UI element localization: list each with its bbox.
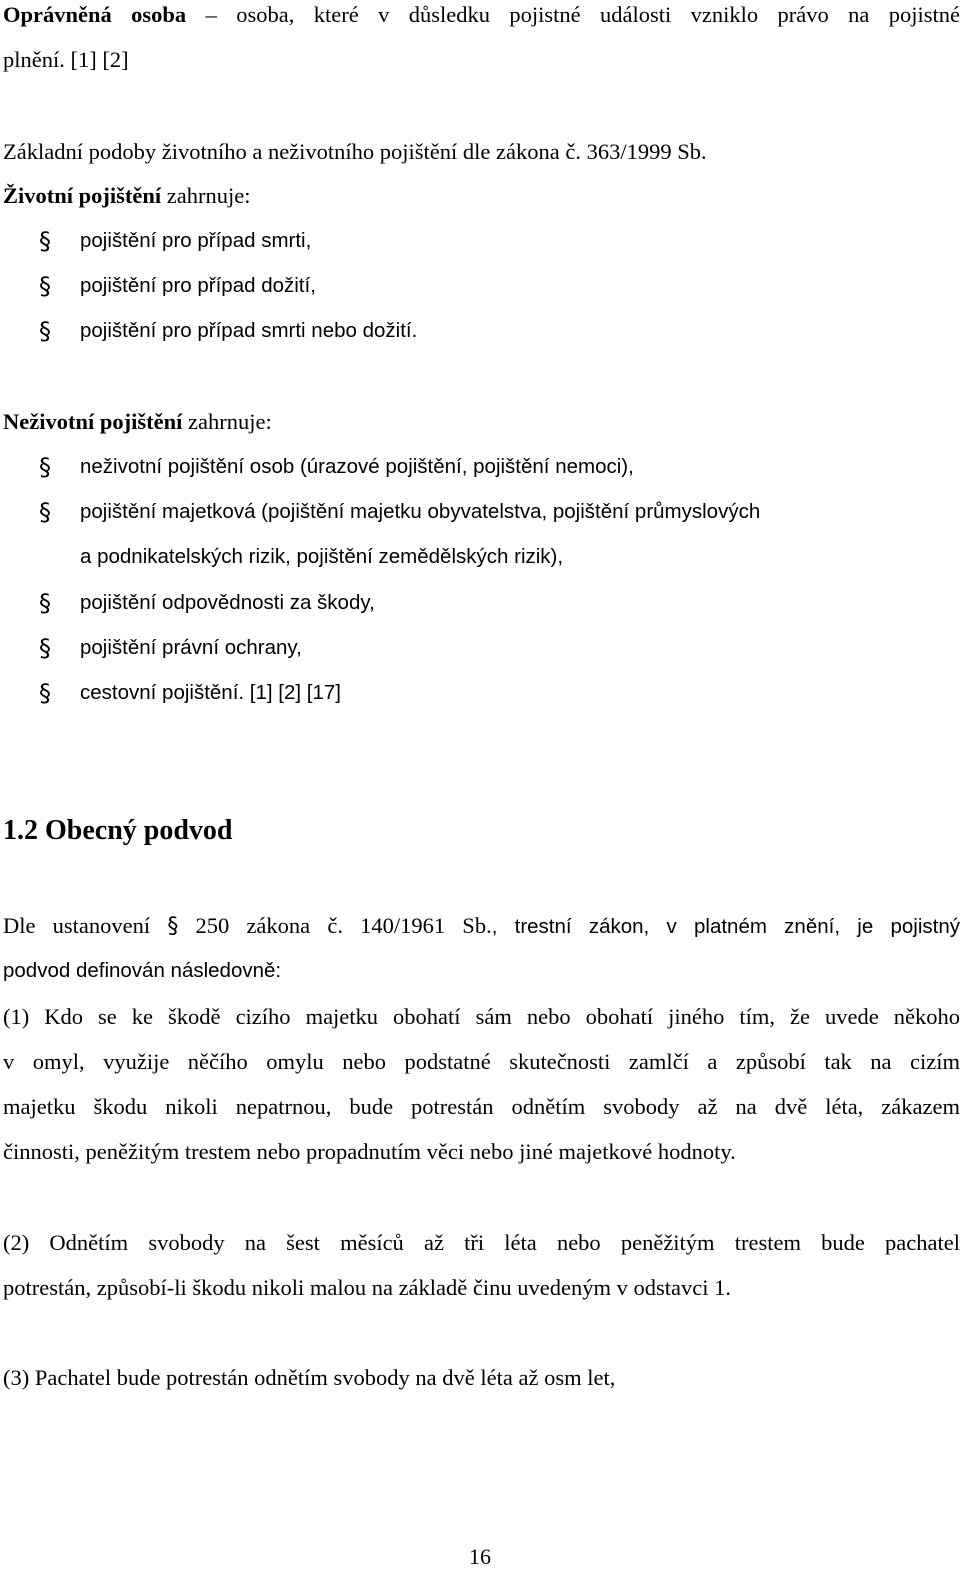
definition-term: Oprávněná osoba (3, 2, 187, 27)
intro-line-1 (3, 911, 960, 942)
list-item-text: pojištění pro případ smrti nebo dožití. (80, 319, 418, 342)
para2-line: (2) Odnětím svobody na šest měsíců až tři léta nebo peněžitým trestem bude pachatel (3, 1230, 960, 1255)
list-item-text: neživotní pojištění osob (úrazové pojištění, pojištění nemoci), (80, 455, 634, 478)
para1-line: v omyl, využije něčího omylu nebo podstatné skutečnosti zamlčí a způsobí tak na cizím (3, 1049, 960, 1074)
section-symbol: § (167, 914, 179, 939)
life-insurance-heading (3, 181, 960, 211)
intro-text-a: Dle ustanovení (3, 913, 168, 938)
list-item-text: pojištění majetková (pojištění majetku obyvatelstva, pojištění průmyslových (80, 500, 761, 523)
intro-text-b: 250 zákona č. 140/1961 Sb. (178, 913, 492, 938)
para2-line: potrestán, způsobí-li škodu nikoli malou na základě činu uvedeným v odstavci 1. (3, 1275, 731, 1300)
definition-text: – osoba, které v důsledku pojistné události vzniklo právo na pojistné (186, 2, 960, 27)
nonlife-insurance-heading (3, 407, 960, 437)
section-sign-bullet-icon: § (39, 589, 51, 617)
life-insurance-suffix: zahrnuje: (161, 183, 251, 208)
section-sign-bullet-icon: § (39, 227, 51, 255)
forms-intro: Základní podoby životního a neživotního pojištění dle zákona č. 363/1999 Sb. (3, 139, 707, 164)
list-item-text: pojištění pro případ smrti, (80, 229, 312, 252)
definition-line-1 (3, 0, 960, 30)
section-sign-bullet-icon: § (39, 498, 51, 526)
para3-line: (3) Pachatel bude potrestán odnětím svobody na dvě léta až osm let, (3, 1365, 616, 1390)
section-sign-bullet-icon: § (39, 679, 51, 707)
list-item-text: pojištění právní ochrany, (80, 636, 302, 659)
list-item-text: pojištění pro případ dožití, (80, 274, 316, 297)
intro-line-2: podvod definován následovně: (3, 959, 282, 982)
intro-text-c: , trestní zákon, v platném znění, je pojistný (491, 915, 960, 938)
definition-line-2: plnění. [1] [2] (3, 47, 129, 72)
section-sign-bullet-icon: § (39, 272, 51, 300)
section-sign-bullet-icon: § (39, 317, 51, 345)
list-item-text: pojištění odpovědnosti za škody, (80, 591, 375, 614)
para1-line: majetku škodu nikoli nepatrnou, bude potrestán odnětím svobody až na dvě léta, zákazem (3, 1094, 960, 1119)
life-insurance-label: Životní pojištění (3, 183, 162, 208)
para1-line: činnosti, peněžitým trestem nebo propadnutím věci nebo jiné majetkové hodnoty. (3, 1139, 736, 1164)
page-number: 16 (469, 1544, 491, 1569)
section-sign-bullet-icon: § (39, 634, 51, 662)
list-item-text: cestovní pojištění. [1] [2] [17] (80, 681, 341, 704)
nonlife-insurance-suffix: zahrnuje: (182, 409, 272, 434)
list-item-continuation: a podnikatelských rizik, pojištění zemědělských rizik), (80, 545, 564, 568)
section-sign-bullet-icon: § (39, 453, 51, 481)
nonlife-insurance-label: Neživotní pojištění (3, 409, 183, 434)
para1-line: (1) Kdo se ke škodě cizího majetku obohatí sám nebo obohatí jiného tím, že uvede někoho (3, 1004, 960, 1029)
section-heading: 1.2 Obecný podvod (3, 815, 233, 846)
